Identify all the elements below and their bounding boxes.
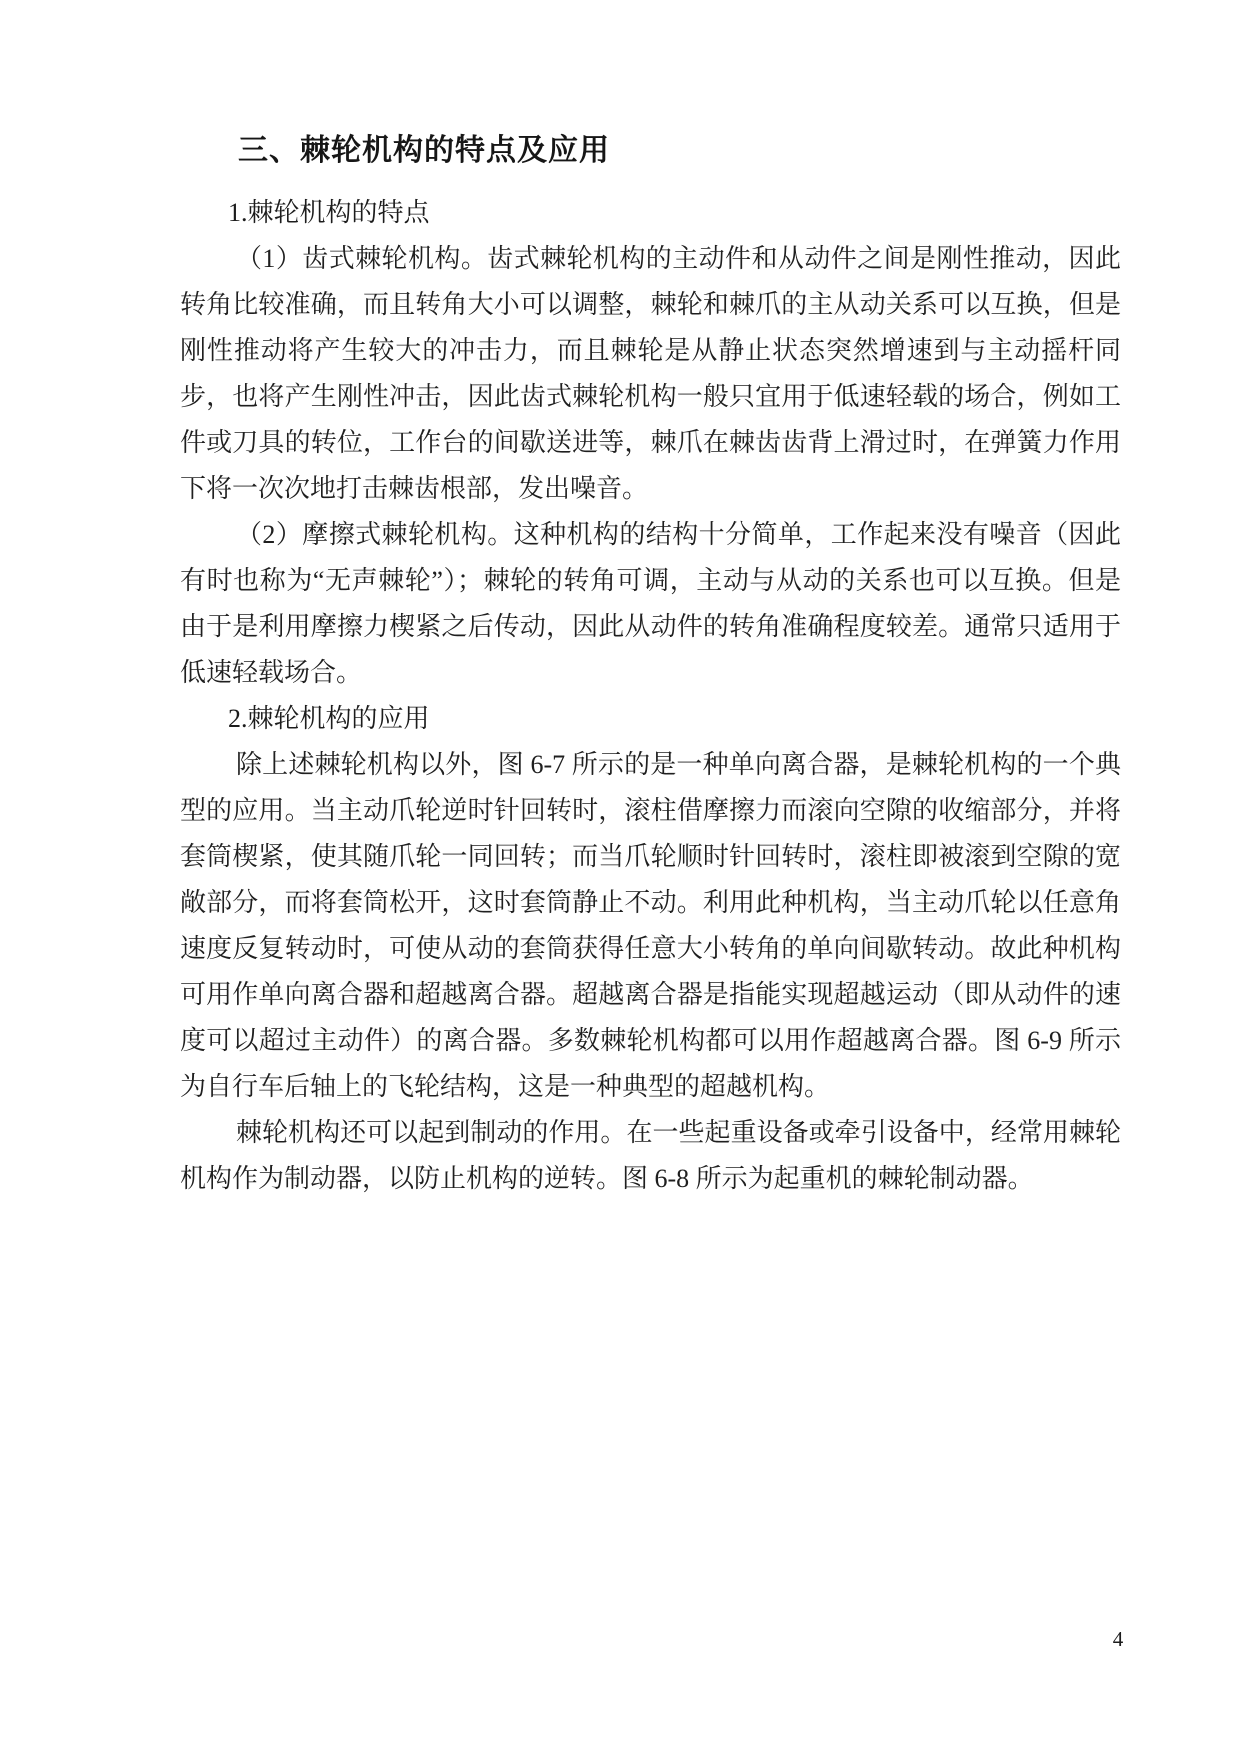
section-2-paragraph-2: 棘轮机构还可以起到制动的作用。在一些起重设备或牵引设备中，经常用棘轮机构作为制动器，以防止机构的逆转。图 6-8 所示为起重机的棘轮制动器。 [180, 1118, 1121, 1193]
section-1-paragraph-2: （2）摩擦式棘轮机构。这种机构的结构十分简单，工作起来没有噪音（因此有时也称为“无声棘轮”）；棘轮的转角可调，主动与从动的关系也可以互换。但是由于是利用摩擦力楔紧之后传动，因此从动件的转角准确程度较差。通常只适用于低速轻载场合。 [180, 520, 1121, 687]
section-1-paragraph-1: （1）齿式棘轮机构。齿式棘轮机构的主动件和从动件之间是刚性推动，因此转角比较准确，而且转角大小可以调整，棘轮和棘爪的主从动关系可以互换，但是刚性推动将产生较大的冲击力，而且棘轮是从静止状态突然增速到与主动摇杆同步，也将产生刚性冲击，因此齿式棘轮机构一般只宜用于低速轻载的场合，例如工件或刀具的转位，工作台的间歇送进等，棘爪在棘齿齿背上滑过时，在弹簧力作用下将一次次地打击棘齿根部，发出噪音。 [180, 244, 1121, 503]
page-number: 4 [1112, 1627, 1124, 1651]
section-1-heading: 1.棘轮机构的特点 [228, 198, 430, 227]
section-2-paragraph-1: 除上述棘轮机构以外，图 6-7 所示的是一种单向离合器，是棘轮机构的一个典型的应用。当主动爪轮逆时针回转时，滚柱借摩擦力而滚向空隙的收缩部分，并将套筒楔紧，使其随爪轮一同回转；而当爪轮顺时针回转时，滚柱即被滚到空隙的宽敞部分，而将套筒松开，这时套筒静止不动。利用此种机构，当主动爪轮以任意角速度反复转动时，可使从动的套筒获得任意大小转角的单向间歇转动。故此种机构可用作单向离合器和超越离合器。超越离合器是指能实现超越运动（即从动件的速度可以超过主动件）的离合器。多数棘轮机构都可以用作超越离合器。图 6-9 所示为自行车后轴上的飞轮结构，这是一种典型的超越机构。 [180, 750, 1121, 1101]
section-2-heading: 2.棘轮机构的应用 [228, 704, 430, 733]
page-title: 三、棘轮机构的特点及应用 [238, 134, 610, 167]
document-content [180, 128, 1121, 1202]
